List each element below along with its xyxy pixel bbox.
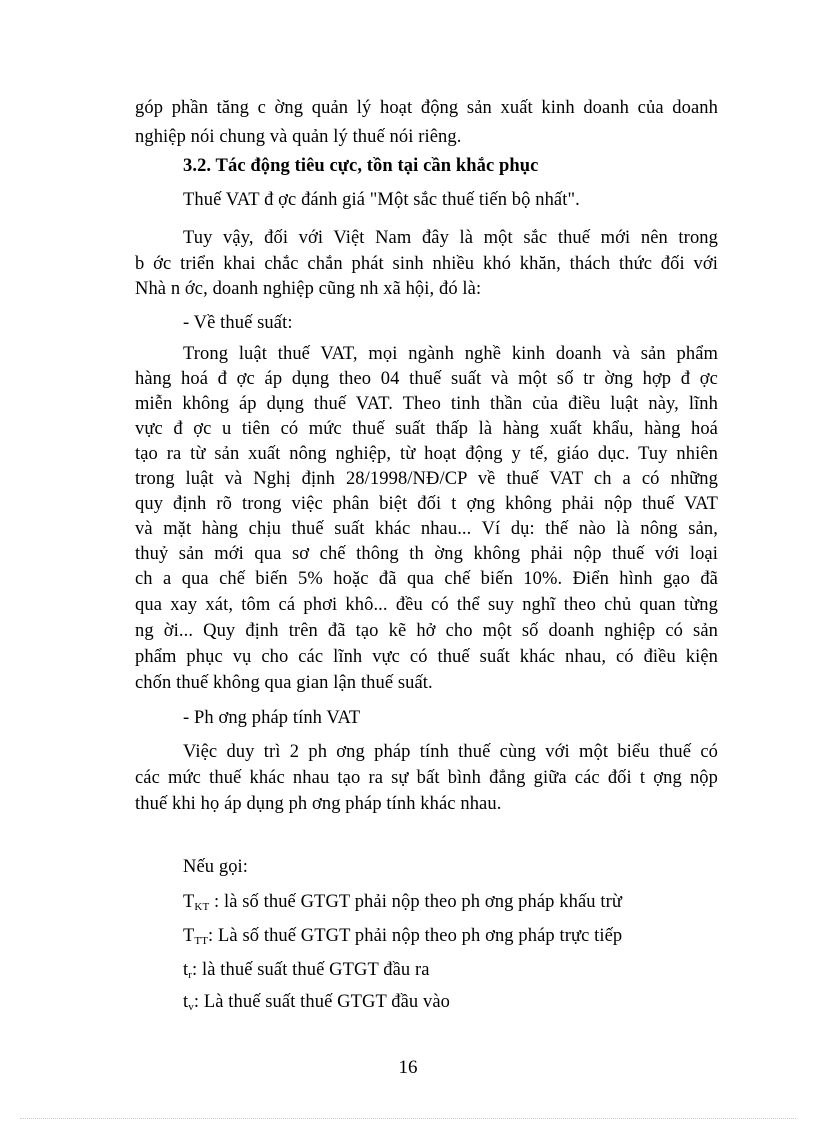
section-heading: 3.2. Tác động tiêu cực, tồn tại cần khắc phục: [183, 156, 539, 176]
paragraph-line: Trong luật thuế VAT, mọi ngành nghề kinh doanh và sản phẩm: [183, 344, 718, 364]
paragraph-line: và mặt hàng chịu thuế suất khác nhau... Ví dụ: thế nào là nông sản,: [135, 519, 718, 539]
definition-text: : Là thuế suất thuế GTGT đầu vào: [193, 992, 450, 1012]
symbol: T: [183, 926, 195, 946]
symbol: T: [183, 892, 195, 912]
paragraph-line: trong luật và Nghị định 28/1998/NĐ/CP về thuế VAT ch a có những: [135, 469, 718, 489]
symbol: t: [183, 960, 189, 980]
paragraph-line: góp phần tăng c ờng quản lý hoạt động sản xuất kinh doanh của doanh: [135, 98, 718, 118]
definition-line: [183, 959, 430, 981]
paragraph-line: chốn thuế không qua gian lận thuế suất.: [135, 673, 433, 693]
definition-text: : là số thuế GTGT phải nộp theo ph ơng pháp khấu trừ: [209, 892, 622, 912]
paragraph-line: Thuế VAT đ ợc đánh giá "Một sắc thuế tiến bộ nhất".: [183, 190, 580, 210]
paragraph-line: qua xay xát, tôm cá phơi khô... đều có thể suy nghĩ theo chủ quan từng: [135, 595, 718, 615]
paragraph-line: Tuy vậy, đối với Việt Nam đây là một sắc thuế mới nên trong: [183, 228, 718, 248]
symbol-subscript: v: [188, 1001, 194, 1013]
symbol-subscript: r: [188, 969, 193, 981]
paragraph-line: ng ời... Quy định trên đã tạo kẽ hở cho một số doanh nghiệp có sản: [135, 621, 718, 641]
definition-text: : là thuế suất thuế GTGT đầu ra: [192, 960, 430, 980]
paragraph-line: Nếu gọi:: [183, 857, 249, 877]
definition-line: [183, 925, 622, 947]
paragraph-line: ch a qua chế biến 5% hoặc đã qua chế biến 10%. Điển hình gạo đã: [135, 569, 718, 589]
definition-line: [183, 991, 450, 1013]
subheading: - Về thuế suất:: [183, 313, 293, 333]
paragraph-line: tạo ra từ sản xuất nông nghiệp, từ hoạt động y tế, giáo dục. Tuy nhiên: [135, 444, 718, 464]
paragraph-line: phẩm phục vụ cho các lĩnh vực có thuế suất khác nhau, có điều kiện: [135, 647, 718, 667]
symbol: t: [183, 992, 189, 1012]
definition-text: : Là số thuế GTGT phải nộp theo ph ơng pháp trực tiếp: [208, 926, 623, 946]
paragraph-line: vực đ ợc u tiên có mức thuế suất thấp là hàng xuất khẩu, hàng hoá: [135, 419, 718, 439]
page-number: 16: [398, 1057, 418, 1078]
paragraph-line: miễn không áp dụng thuế VAT. Theo tinh thần của điều luật này, lĩnh: [135, 394, 718, 414]
symbol-subscript: TT: [194, 935, 209, 947]
paragraph-line: thuỷ sản mới qua sơ chế thông th ờng không phải nộp thuế với loại: [135, 544, 718, 564]
paragraph-line: b ớc triển khai chắc chắn phát sinh nhiều khó khăn, thách thức đối với: [135, 254, 718, 274]
definition-line: [183, 891, 622, 913]
paragraph-line: Nhà n ớc, doanh nghiệp cũng nh xã hội, đó là:: [135, 279, 482, 299]
paragraph-line: các mức thuế khác nhau tạo ra sự bất bình đẳng giữa các đối t ợng nộp: [135, 768, 718, 788]
paragraph-line: quy định rõ trong việc phân biệt đối t ợng không phải nộp thuế VAT: [135, 494, 718, 514]
subheading: - Ph ơng pháp tính VAT: [183, 708, 361, 728]
symbol-subscript: KT: [194, 901, 210, 913]
paragraph-line: Việc duy trì 2 ph ơng pháp tính thuế cùng với một biểu thuế có: [183, 742, 718, 762]
paragraph-line: thuế khi họ áp dụng ph ơng pháp tính khác nhau.: [135, 794, 502, 814]
page-footer-divider: [20, 1118, 796, 1119]
paragraph-line: nghiệp nói chung và quản lý thuế nói riêng.: [135, 127, 462, 147]
paragraph-line: hàng hoá đ ợc áp dụng theo 04 thuế suất và một số tr ờng hợp đ ợc: [135, 369, 718, 389]
